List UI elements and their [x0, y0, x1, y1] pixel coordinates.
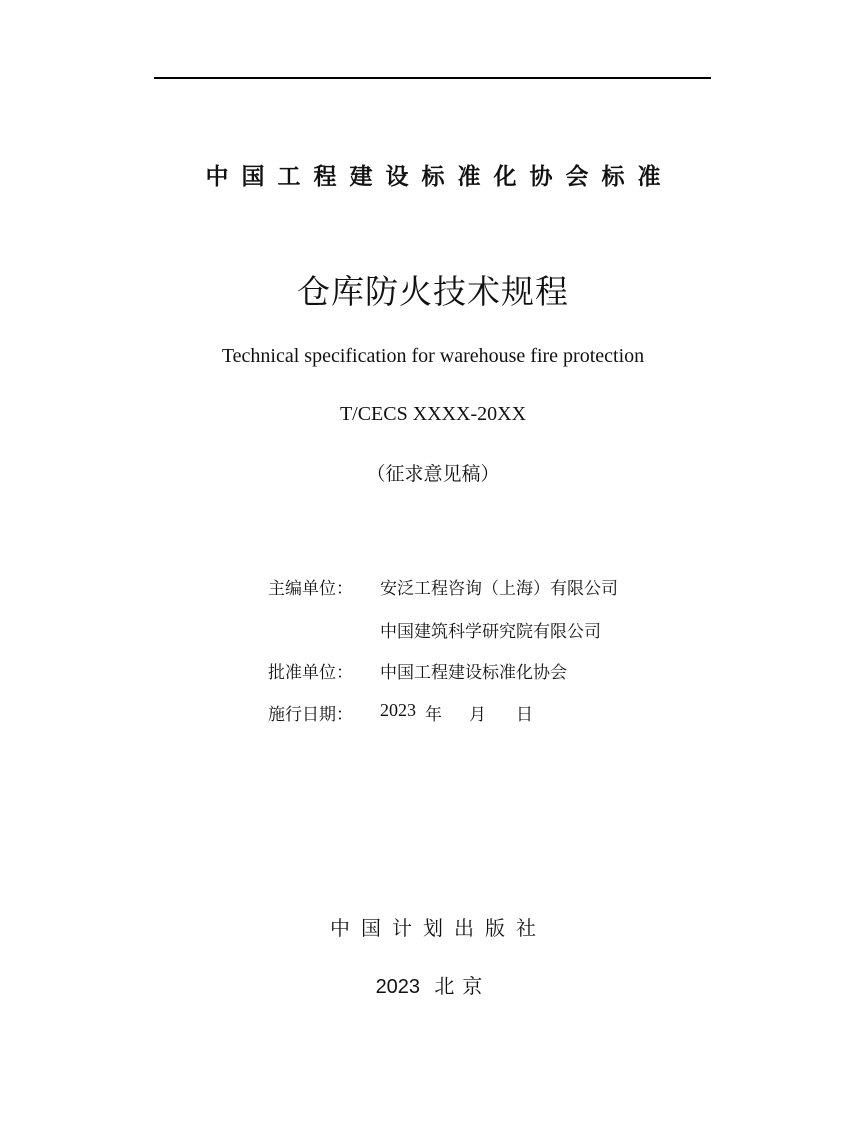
- approver-label: 批准单位：: [268, 663, 353, 683]
- publication-place: [0, 970, 866, 999]
- effective-year: 2023: [380, 700, 416, 720]
- editor-label: 主编单位：: [268, 579, 353, 599]
- editor-1: 安泛工程咨询（上海）有限公司: [380, 579, 618, 599]
- english-title: Technical specification for warehouse fire protection: [221, 345, 645, 367]
- editor-2: 中国建筑科学研究院有限公司: [380, 622, 601, 642]
- top-rule: [154, 77, 711, 79]
- month-unit: 月: [469, 705, 486, 725]
- day-unit: 日: [516, 705, 533, 725]
- standard-code: T/CECS XXXX-20XX: [339, 403, 527, 425]
- draft-status: （征求意见稿）: [366, 463, 500, 485]
- organization-standard-heading: 中国工程建设标准化协会标准: [205, 164, 674, 190]
- publication-year: 2023: [375, 976, 421, 998]
- document-title: 仓库防火技术规程: [297, 272, 569, 311]
- year-unit: 年: [425, 705, 442, 725]
- publisher: 中国计划出版社: [330, 916, 547, 940]
- publication-city: 北京: [434, 974, 491, 998]
- effective-date-label: 施行日期：: [268, 705, 353, 725]
- approver: 中国工程建设标准化协会: [380, 663, 567, 683]
